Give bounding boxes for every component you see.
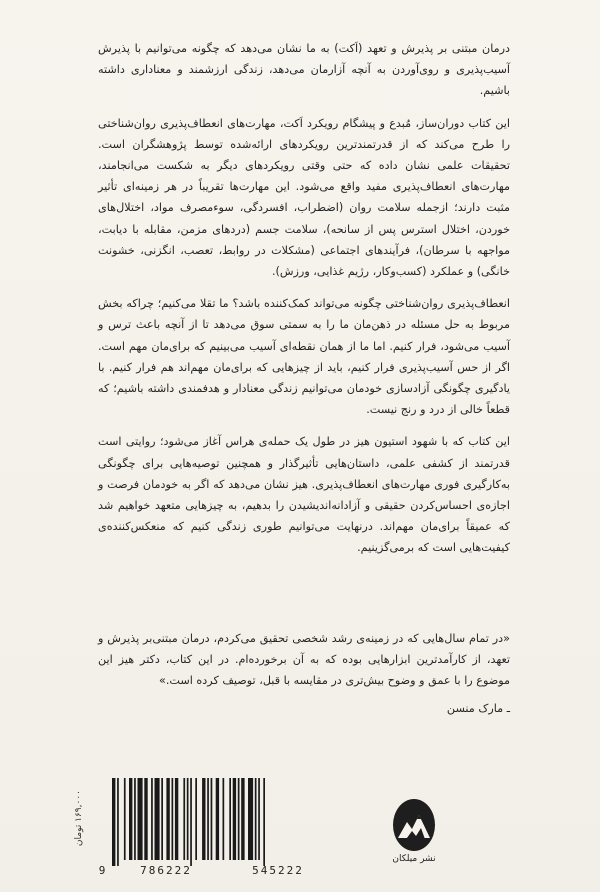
barcode-bar [195, 778, 197, 860]
barcode-bar [233, 778, 236, 860]
barcode-bars [94, 778, 334, 878]
barcode-first-digit: 9 [98, 864, 106, 877]
barcode-bar [238, 778, 240, 860]
barcode-bar [241, 778, 244, 860]
barcode-bar [229, 778, 231, 860]
barcode-icon [94, 778, 334, 866]
barcode-bar [138, 778, 143, 860]
barcode-bar [161, 778, 163, 860]
barcode-bar [151, 778, 153, 860]
publisher-name: نشر میلکان [392, 854, 436, 864]
paragraph-book-description: این کتاب دوران‌ساز، مُبدع و پیشگام رویکرد اَکت، مهارت‌های انعطاف‌پذیری روان‌شناختی را طرح می‌کند که از قدرتمندترین رویکردهای ارائه‌شده توسط پژوهشگران است. تحقیقات علمی نشان داده که حتی وقتی رویکردهای دیگر به شکست می‌انجامند، مهارت‌های انعطاف‌پذیری مفید واقع می‌شود. این مهارت‌ها تقریباً در هر زمینه‌ای تأثیر مثبت دارند؛ ازجمله سلامت روان (اضطراب، افسردگی، سوءمصرف مواد، اختلال‌های خوردن، اختلال استرس پس از سانحه)، سلامت جسم (دردهای مزمن، مقابله با دیابت، مواجهه با سرطان)، فرآیندهای اجتماعی (مشکلات در روابط، تعصب، انگزنی، خشونت خانگی) و عملکرد (کسب‌وکار، رژیم غذایی، ورزش). [98, 116, 510, 279]
barcode-digits [94, 864, 334, 877]
paragraph-flexibility: انعطاف‌پذیری روان‌شناختی چگونه می‌تواند کمک‌کننده باشد؟ ما تقلا می‌کنیم؛ چراکه بخش مربوط به حل مسئله در ذهن‌مان ما را به سمتی سوق می‌دهد تا از آنچه باعث ترس و آسیب می‌شود، فرار کنیم. اما ما از همان نقطه‌ای آسیب می‌بینیم که برای‌مان مهم است. اگر از حس آسیب‌پذیری فرار کنیم، باید از چیزهایی که برای‌مان مهم‌اند هم فرار کنیم. با یادگیری چگونگی آزادسازی خودمان می‌توانیم زندگی معنادار و هدفمندی داشته باشیم؛ که قطعاً خالی از درد و رنج نیست. [98, 297, 510, 417]
barcode-bar [172, 778, 174, 860]
barcode-group-left: 786222 [140, 864, 192, 877]
barcode-bar [183, 778, 185, 860]
barcode-bar [117, 778, 119, 866]
quote-text: «در تمام سال‌هایی که در زمینه‌ی رشد شخصی تحقیق می‌کردم، درمان مبتنی‌بر پذیرش و تعهد، از کارآمدترین ابزارهایی بوده که به آن برخورده‌ام. در این کتاب، دکتر هیز این موضوع را با عمق و وضوح بیش‌تری در مقایسه با قبل، توصیف کرده است.» [98, 632, 510, 688]
barcode-bar [248, 778, 253, 860]
barcode-bar [223, 778, 225, 860]
barcode-bar [211, 778, 213, 860]
back-cover-text [98, 38, 510, 570]
barcode-bar [190, 778, 192, 866]
barcode-bar [124, 778, 126, 860]
barcode-bar [166, 778, 169, 860]
barcode-bar [258, 778, 260, 860]
barcode-bar [207, 778, 209, 860]
paragraph-story: این کتاب که با شهود استیون هیز در طول یک حمله‌ی هراس آغاز می‌شود؛ روایتی است قدرتمند از کشفی علمی، داستان‌هایی تأثیرگذار و همچنین توصیه‌هایی برای چگونگی به‌کارگیری فوری مهارت‌های انعطاف‌پذیری. هیز نشان می‌دهد که اگر به خودمان فرصت و اجازه‌ی احساس‌کردن حقیقی و آزادانه‌اندیشیدن را بدهیم، به چیزهایی متعهد خواهیم شد که عمیقاً برای‌مان مهم‌اند. درنهایت می‌توانیم طوری زندگی کنیم که منعکس‌کننده‌ی کیفیت‌هایی است که برمی‌گزینیم. [98, 435, 510, 555]
barcode-bar [112, 778, 115, 866]
price-label [74, 790, 88, 876]
barcode-bar [144, 778, 147, 860]
barcode-bar [134, 778, 136, 860]
paragraph-intro: درمان مبتنی بر پذیرش و تعهد (اَکت) به ما نشان می‌دهد که چگونه می‌توانیم با پذیرش آسیب‌پذیری و روی‌آوردن به آنچه آزارمان می‌دهد، زندگی ارزشمند و معناداری داشته باشیم. [98, 42, 510, 98]
barcode-bar [263, 778, 265, 866]
barcode-group-right: 545222 [252, 864, 304, 877]
endorsement-quote [98, 628, 510, 719]
publisher-logo [386, 798, 442, 876]
barcode-bar [129, 778, 132, 860]
barcode-bar [175, 778, 178, 860]
barcode-bar [155, 778, 160, 860]
mountain-logo-icon [392, 798, 436, 852]
barcode-bar [216, 778, 219, 860]
barcode-bar [202, 778, 205, 860]
quote-author: ـ مارک منسن [446, 701, 510, 715]
barcode-bar [255, 778, 257, 860]
price-text: ۱۶۹,۰۰۰ تومان [74, 790, 84, 847]
barcode-bar [187, 778, 189, 860]
isbn-barcode [94, 778, 334, 878]
